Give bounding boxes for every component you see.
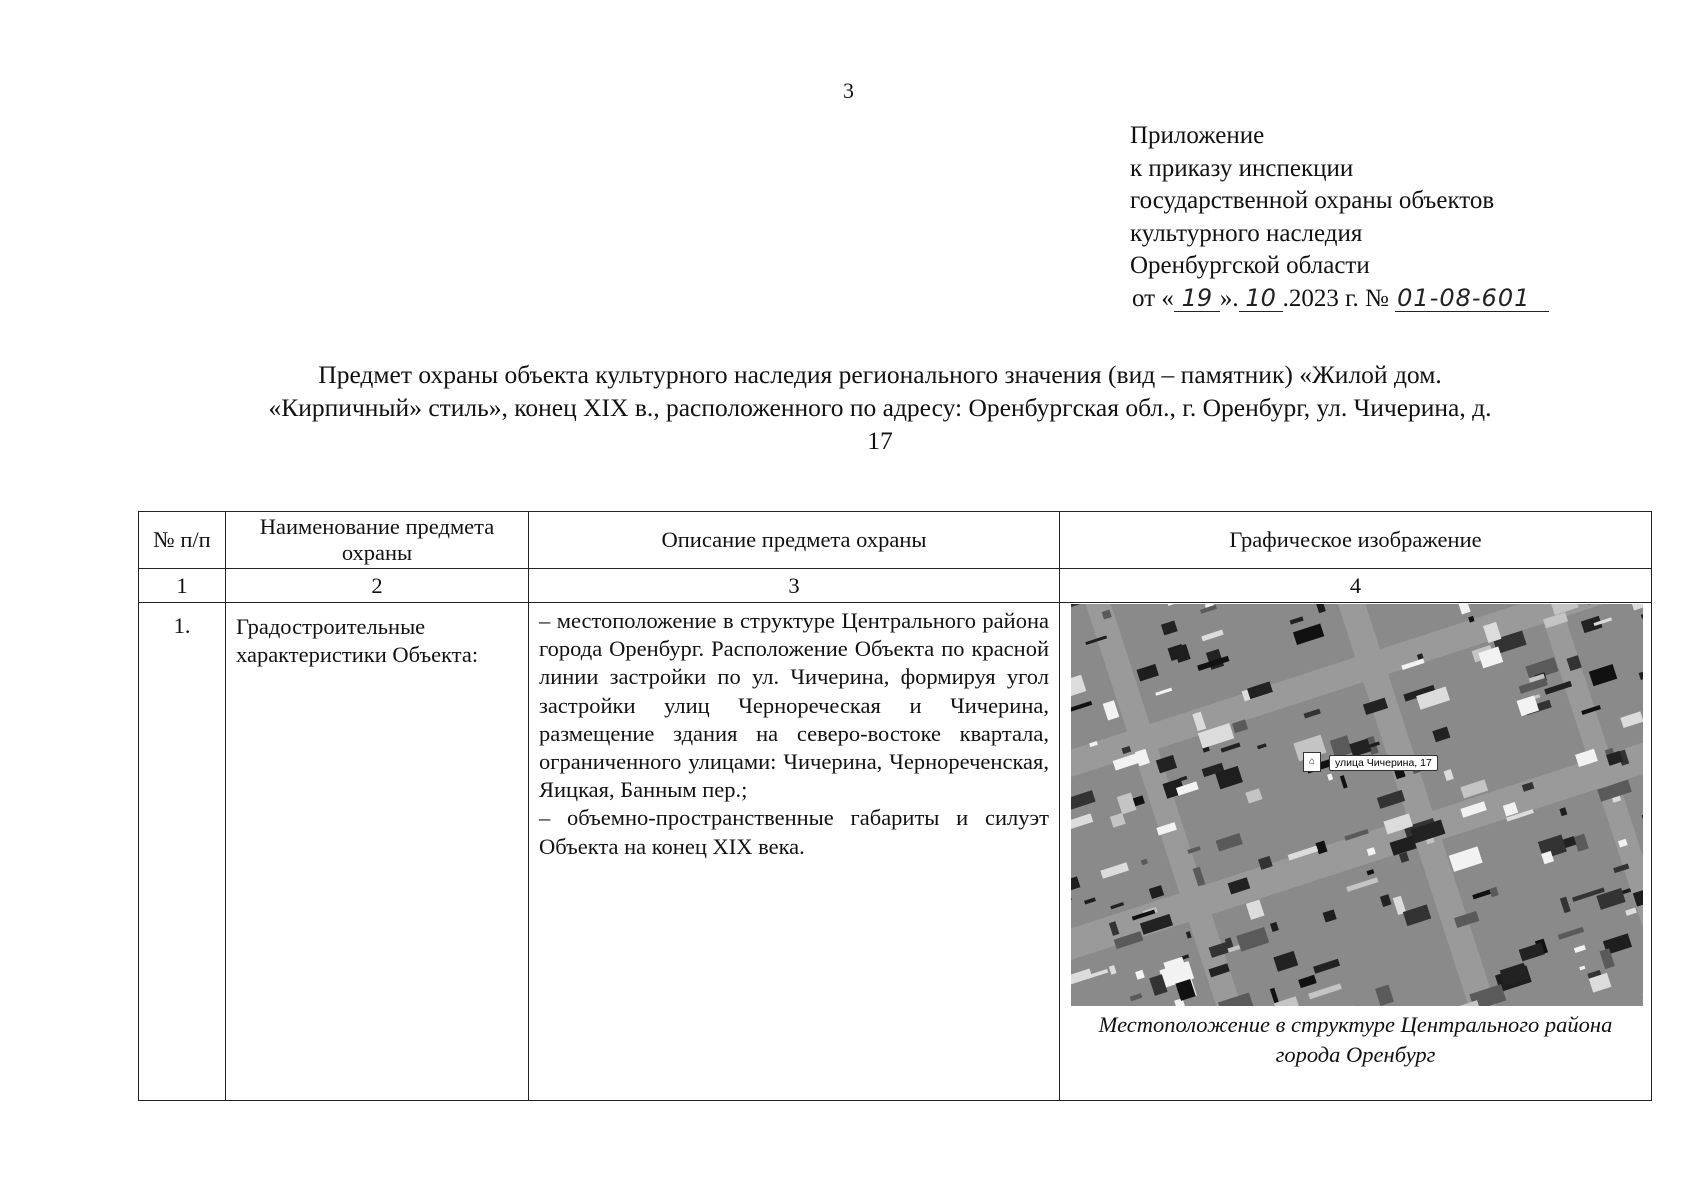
order-number-handwritten: 01-08-601 [1395, 285, 1549, 312]
page-number: 3 [843, 78, 854, 103]
map-address-label: улица Чичерина, 17 [1329, 755, 1438, 771]
header-description: Описание предмета охраны [529, 512, 1060, 569]
column-number: 1 [139, 569, 226, 603]
appendix-line: культурного наследия [1130, 219, 1363, 247]
title-line-1: Предмет охраны объекта культурного наследия регионального значения (вид – памятник) «Жилой дом. [318, 360, 1442, 389]
order-line [1132, 283, 1549, 316]
document-title [160, 358, 1600, 457]
header-num: № п/п [139, 512, 226, 569]
protection-subject-table [138, 511, 1652, 1101]
order-year: .2023 г. № [1282, 284, 1389, 312]
aerial-map-svg [1071, 604, 1643, 1006]
appendix-line: Приложение [1130, 122, 1265, 149]
appendix-block [1130, 120, 1549, 316]
appendix-line: к приказу инспекции [1130, 154, 1354, 182]
order-prefix: от « [1132, 284, 1174, 312]
description-paragraph: – объемно-пространственные габариты и силуэт Объекта на конец XIX века. [539, 805, 1049, 859]
table-header-row [139, 512, 1652, 569]
appendix-line: государственной охраны объектов [1130, 187, 1495, 215]
appendix-line: Оренбургской области [1130, 252, 1370, 280]
description-paragraph: – местоположение в структуре Центрального района города Оренбург. Расположение Объекта по красной линии застройки по ул. Чичерина, формируя угол застройки улиц Чернореческая и Чичерина, размещение здания на северо-востоке квартала, ограниченного улицами: Чичерина, Черноречeнская, Яицкая, Банным пер.; [539, 608, 1049, 803]
row-subject-name: Градостроительные характеристики Объекта: [226, 603, 529, 1101]
header-image: Графическое изображение [1060, 512, 1652, 569]
building-pin-icon: ⌂ [1303, 752, 1321, 772]
column-number-row [139, 569, 1652, 603]
order-mid: ». [1219, 284, 1239, 312]
header-name: Наименование предмета охраны [226, 512, 529, 569]
order-month-handwritten: 10 [1239, 285, 1283, 312]
column-number: 4 [1060, 569, 1652, 603]
row-number: 1. [139, 603, 226, 1101]
table-row [139, 603, 1652, 1101]
image-caption: Местоположение в структуре Центрального района города Оренбург [1098, 1012, 1613, 1067]
row-description [529, 603, 1060, 1101]
column-number: 3 [529, 569, 1060, 603]
title-line-3: 17 [867, 426, 893, 455]
aerial-map-image [1071, 604, 1643, 1006]
order-day-handwritten: 19 [1174, 285, 1220, 312]
column-number: 2 [226, 569, 529, 603]
title-line-2: «Кирпичный» стиль», конец XIX в., расположенного по адресу: Оренбургская обл., г. Оренбург, ул. Чичерина, д. [268, 393, 1492, 422]
row-graphic [1060, 603, 1652, 1101]
